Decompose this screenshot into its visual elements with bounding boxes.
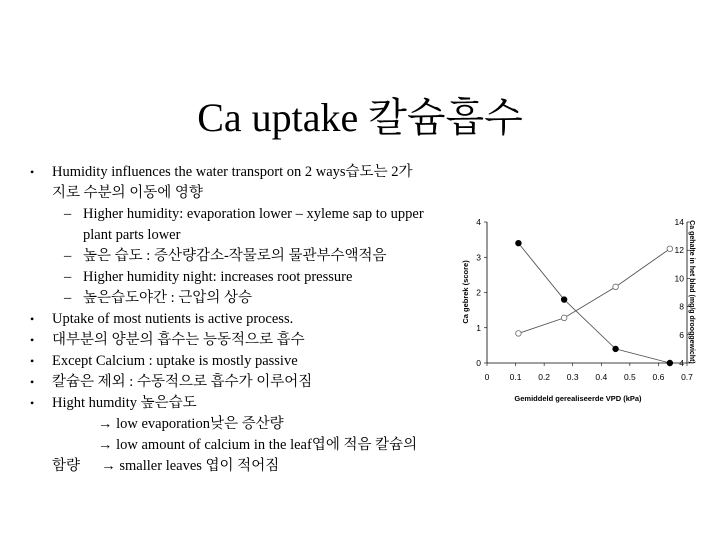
y-left-tick-label: 2 [476,287,481,298]
sub-bullet-text: 높은습도야간 : 근압의 상승 [83,290,252,306]
dash-marker: – [64,269,72,285]
y-right-tick-label: 6 [679,329,684,340]
bullet-item [30,393,460,414]
y-left-tick-label: 1 [476,322,481,333]
bullet-marker: • [30,396,35,410]
bullet-text: 대부분의 양분의 흡수는 능동적으로 흡수 [52,332,305,348]
bullet-item [30,351,460,372]
data-point [667,360,673,366]
sub-bullet-item [30,246,460,267]
bullet-marker: • [30,312,35,326]
y-right-tick-label: 8 [679,301,684,312]
x-tick-label: 0.3 [566,372,579,382]
sub-bullet-continuation: plant parts lower [83,227,181,243]
data-point [516,240,522,246]
bullet-marker: • [30,165,35,179]
chart-lines [518,243,669,363]
bullet-marker: • [30,354,35,368]
bullet-text: Humidity influences the water transport on 2 ways습도는 2가 [52,164,413,180]
chart-ticks [476,217,693,382]
dash-marker: – [64,290,72,306]
y-left-tick-label: 3 [476,252,481,263]
y-right-tick-label: 12 [674,245,684,256]
bullet-item [30,330,460,351]
sub-bullet-item [30,288,460,309]
sub-bullet-item [30,204,513,225]
arrow-line: → low amount of calcium in the leaf엽에 적음 칼슘의 [98,437,418,453]
chart-marks [516,240,673,365]
wrapped-prefix: 함량 [52,458,81,474]
data-point [613,284,619,290]
y-right-axis-label: Ca gehalte in het blad (mg/g drooggewicht) [688,220,695,364]
y-left-tick-label: 4 [476,217,481,227]
x-tick-label: 0.4 [595,372,608,382]
dash-marker: – [64,248,72,264]
data-point [561,297,567,303]
bullet-text: Hight humdity 높은습도 [52,395,197,411]
arrow-line: → low evaporation낮은 증산량 [98,416,284,432]
arrow-line-wrapped [30,456,460,477]
x-tick-label: 0.6 [652,372,665,382]
bullet-marker: • [30,333,35,347]
bullet-text: Except Calcium : uptake is mostly passive [52,353,298,369]
series-line [518,243,669,363]
sub-bullet-item [30,267,460,288]
arrow-text: → smaller leaves 엽이 적어짐 [101,458,280,474]
bullet-continuation: 지로 수분의 이동에 영향 [52,185,203,201]
ca-chart [450,208,712,408]
bullet-item [30,372,460,393]
bullet-item [30,309,460,330]
data-point [516,331,522,337]
bullet-marker: • [30,375,35,389]
y-right-tick-label: 10 [674,273,684,284]
y-left-axis-label: Ca gebrek (score) [461,260,470,324]
x-axis-label: Gemiddeld gerealiseerde VPD (kPa) [514,394,642,403]
bullet-text: 칼슘은 제외 : 수동적으로 흡수가 이루어짐 [52,374,313,390]
x-tick-label: 0.2 [538,372,551,382]
y-right-tick-label: 14 [674,217,684,227]
data-point [561,315,567,321]
bullet-list [30,162,460,477]
data-point [667,246,673,252]
series-line [518,249,669,334]
y-left-tick-label: 0 [476,358,481,368]
y-right-tick-label: 4 [679,358,684,368]
bullet-item [30,162,482,183]
bullet-text: Uptake of most nutients is active process. [52,311,294,327]
sub-bullet-text: 높은 습도 : 증산량감소-작물로의 물관부수액적음 [83,248,387,264]
x-tick-label: 0.5 [623,372,636,382]
x-tick-label: 0 [484,372,490,382]
sub-bullet-text: Higher humidity: evaporation lower – xyleme sap to upper [83,206,424,222]
x-tick-label: 0.1 [509,372,522,382]
data-point [613,346,619,352]
dash-marker: – [64,206,72,222]
x-tick-label: 0.7 [681,372,693,382]
slide-title: Ca uptake 칼슘흡수 [197,95,523,140]
sub-bullet-text: Higher humidity night: increases root pressure [83,269,353,285]
